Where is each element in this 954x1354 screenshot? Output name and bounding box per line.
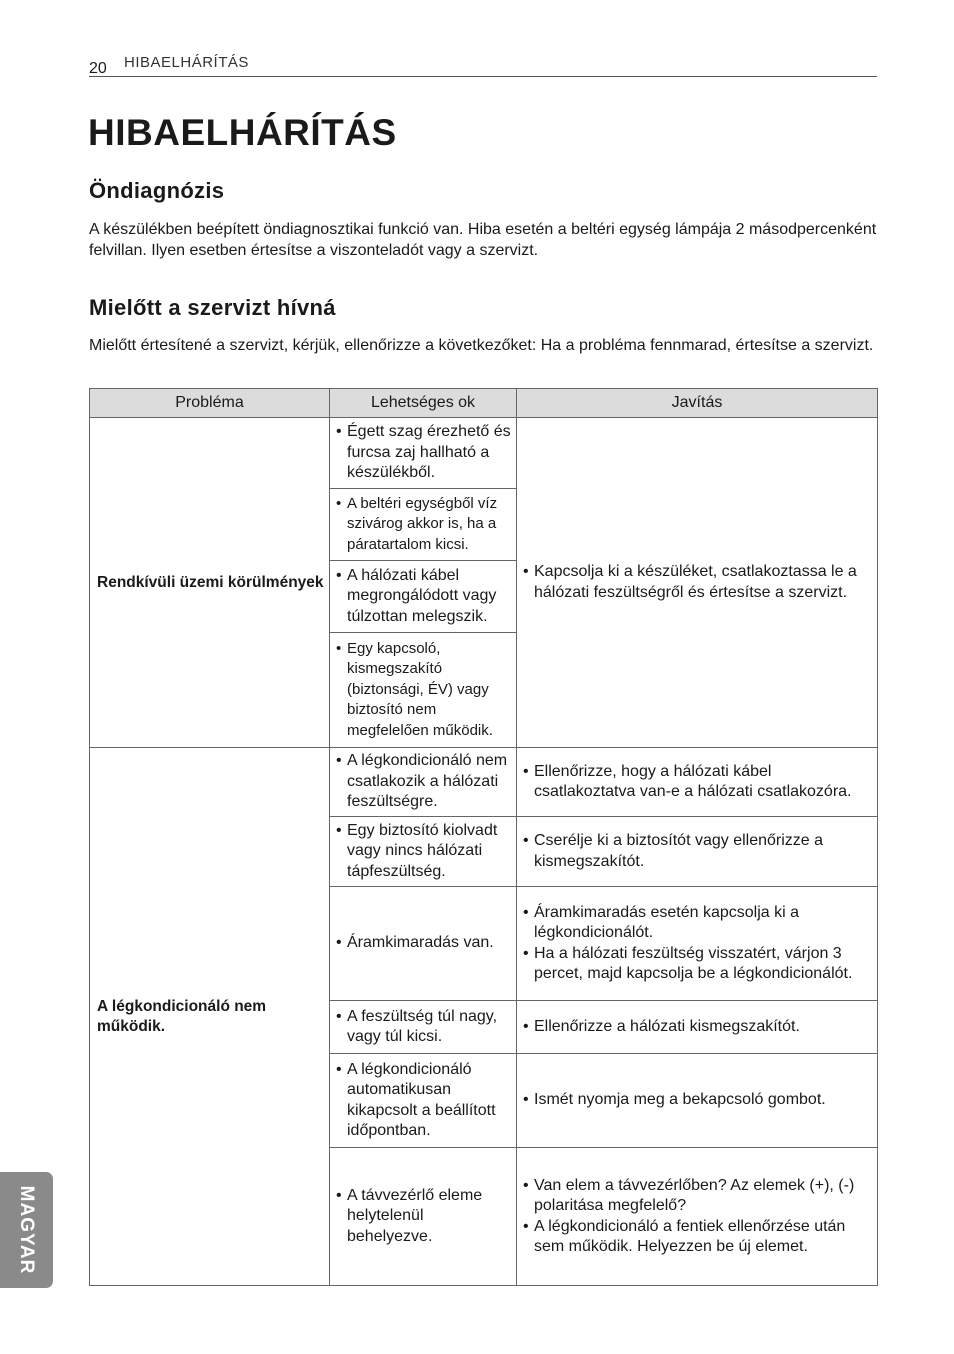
language-side-tab [0, 1172, 53, 1288]
table-row [90, 748, 878, 817]
list-item: • A távvezérlő eleme helytelenül behelyezve. [336, 1186, 511, 1248]
list-item: • A légkondicionáló automatikusan kikapcsolt a beállított időpontban. [336, 1060, 511, 1142]
problem-cell: Rendkívüli üzemi körülmények [90, 418, 330, 748]
table-row [90, 418, 878, 489]
cause-cell [330, 561, 517, 633]
list-item: • Egy biztosító kiolvadt vagy nincs hálózati tápfeszültség. [336, 821, 511, 883]
table-header-row [90, 389, 878, 418]
list-item: • A légkondicionáló a fentiek ellenőrzése után sem működik. Helyezzen be új elemet. [523, 1217, 872, 1258]
fix-cell [517, 1148, 878, 1286]
problem-cell: A légkondicionáló nem működik. [90, 748, 330, 1286]
cause-cell [330, 633, 517, 748]
list-item: • A feszültség túl nagy, vagy túl kicsi. [336, 1007, 511, 1048]
fix-cell [517, 1001, 878, 1054]
fix-cell [517, 817, 878, 887]
self-diagnosis-text: A készülékben beépített öndiagnosztikai funkció van. Hiba esetén a beltéri egység lámpája 2 másodpercenként felvillan. Ilyen esetben értesítse a viszonteladót vagy a szervizt. [89, 221, 877, 259]
page-number: 20 [89, 60, 107, 77]
fix-cell [517, 748, 878, 817]
section-heading-before-service: Mielőtt a szervizt hívná [89, 295, 336, 320]
list-item: • Egy kapcsoló, kismegszakító (biztonsági, ÉV) vagy biztosító nem megfelelően működik. [336, 639, 511, 742]
cause-cell [330, 1148, 517, 1286]
running-title: HIBAELHÁRÍTÁS [124, 54, 249, 71]
list-item: • Áramkimaradás esetén kapcsolja ki a légkondicionálót. [523, 903, 872, 944]
list-item: • Égett szag érezhető és furcsa zaj hallható a készülékből. [336, 422, 511, 484]
list-item: • A légkondicionáló nem csatlakozik a hálózati feszültségre. [336, 751, 511, 813]
fix-cell [517, 1054, 878, 1148]
fix-cell [517, 418, 878, 748]
page-header [89, 52, 877, 77]
list-item: • Áramkimaradás van. [336, 933, 511, 954]
list-item: • Kapcsolja ki a készüléket, csatlakoztassa le a hálózati feszültségről és értesítse a szervizt. [523, 562, 872, 603]
cause-cell [330, 1054, 517, 1148]
cause-cell [330, 887, 517, 1001]
list-item: • Cserélje ki a biztosítót vagy ellenőrizze a kismegszakítót. [523, 831, 872, 872]
list-item: • Ellenőrizze, hogy a hálózati kábel csatlakoztatva van-e a hálózati csatlakozóra. [523, 762, 872, 803]
column-header-problem: Probléma [90, 389, 330, 418]
cause-cell [330, 489, 517, 561]
cause-cell [330, 748, 517, 817]
section-heading-self-diagnosis: Öndiagnózis [89, 178, 225, 203]
list-item: • Ismét nyomja meg a bekapcsoló gombot. [523, 1090, 872, 1111]
language-label: MAGYAR [16, 1185, 37, 1275]
cause-cell [330, 817, 517, 887]
list-item: • A beltéri egységből víz szivárog akkor is, ha a páratartalom kicsi. [336, 494, 511, 556]
list-item: • Van elem a távvezérlőben? Az elemek (+), (-) polaritása megfelelő? [523, 1176, 872, 1217]
column-header-cause: Lehetséges ok [330, 389, 517, 418]
list-item: • Ellenőrizze a hálózati kismegszakítót. [523, 1017, 872, 1038]
cause-cell [330, 418, 517, 489]
page-title: HIBAELHÁRÍTÁS [88, 112, 397, 153]
list-item: • A hálózati kábel megrongálódott vagy túlzottan melegszik. [336, 566, 511, 628]
list-item: • Ha a hálózati feszültség visszatért, várjon 3 percet, majd kapcsolja be a légkondicionálót. [523, 944, 872, 985]
fix-cell [517, 887, 878, 1001]
cause-cell [330, 1001, 517, 1054]
before-service-text: Mielőtt értesítené a szervizt, kérjük, ellenőrizze a következőket: Ha a probléma fennmarad, értesítse a szervizt. [89, 337, 874, 354]
troubleshooting-table [89, 388, 878, 1286]
column-header-fix: Javítás [517, 389, 878, 418]
